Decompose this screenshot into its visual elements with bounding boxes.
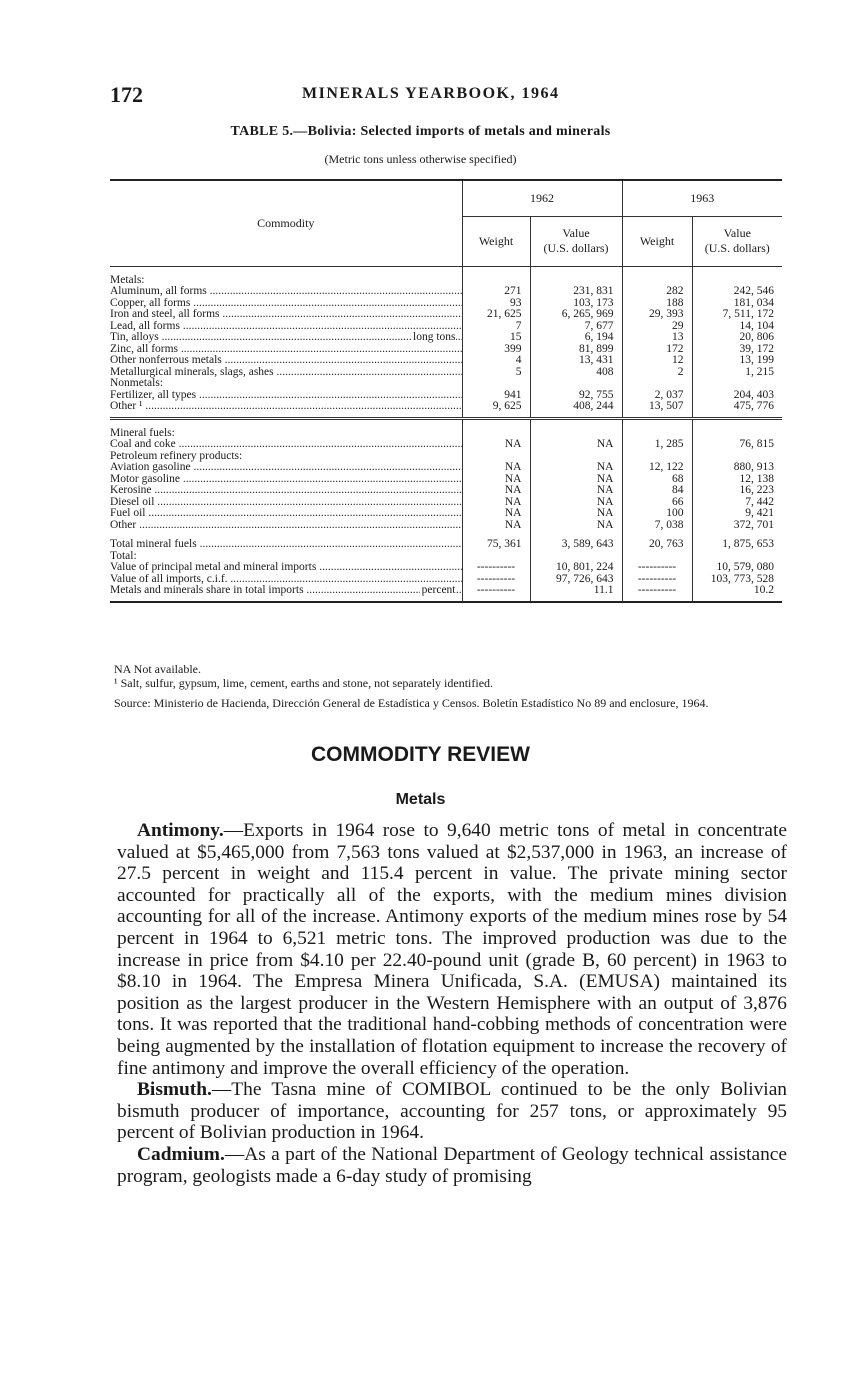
- cell-weight-1962: NA: [462, 520, 530, 532]
- paragraph-antimony: Antimony.—Exports in 1964 rose to 9,640 metric tons of metal in concentrate valued at $5,465,000 from 7,563 tons valued at $2,537,000 in 1963, an increase of 27.5 percent in weight and 115.4 percent in value. The private mining sector accounted for practically all of the exports, with the medium mines division accounting for all of the increase. Antimony exports of the medium mines rose by 54 percent in 1964 to 6,521 metric tons. The improved production was due to the increase in price from $4.10 per 22.40-pound unit (grade B, 60 percent) in 1963 to $8.10 in 1964. The Empresa Minera Unificada, S.A. (EMUSA) maintained its position as the largest producer in the Western Hemisphere with an output of 3,876 tons. It was reported that the traditional hand-cobbing methods of concentration were being augmented by the installation of flotation equipment to increase the recovery of fine antimony and improve the overall efficiency of the operation.: [117, 820, 787, 1079]
- table-row: [110, 562, 782, 574]
- cell-weight-1963: 1, 285: [622, 439, 692, 451]
- cell-weight-1962: 9, 625: [462, 401, 530, 413]
- row-label: Motor gasoline .....: [110, 474, 462, 486]
- row-label: Fertilizer, all types .....: [110, 390, 462, 402]
- cell-weight-1963: ----------: [622, 574, 692, 586]
- table-row: [110, 520, 782, 532]
- row-label: Diesel oil .....: [110, 497, 462, 509]
- cell-weight-1963: 7, 038: [622, 520, 692, 532]
- cell-weight-1962: NA: [462, 439, 530, 451]
- row-label: Tin, alloys ..... long tons: [110, 332, 462, 344]
- row-label: Coal and coke .....: [110, 439, 462, 451]
- cell-value-1963: 9, 421: [692, 508, 782, 520]
- row-label: Fuel oil .....: [110, 508, 462, 520]
- row-label: Kerosine .....: [110, 485, 462, 497]
- header-value-1963: Value (U.S. dollars): [692, 216, 782, 266]
- cell-weight-1963: 2, 037: [622, 390, 692, 402]
- note-footnote: ¹ Salt, sulfur, gypsum, lime, cement, earths and stone, not separately identified.: [114, 676, 494, 690]
- row-label: Other ¹ .....: [110, 401, 462, 413]
- cell-value-1962: 408: [530, 367, 622, 379]
- header-year-1962: 1962: [462, 180, 622, 216]
- cell-weight-1962: 21, 625: [462, 309, 530, 321]
- cell-weight-1962: 93: [462, 298, 530, 310]
- table-row: [110, 309, 782, 321]
- cell-value-1963: 7, 511, 172: [692, 309, 782, 321]
- cell-value-1962: 92, 755: [530, 390, 622, 402]
- table-row: [110, 485, 782, 497]
- table-subtitle: (Metric tons unless otherwise specified): [324, 152, 517, 166]
- cell-weight-1963: 29: [622, 321, 692, 333]
- cell-weight-1963: 12, 122: [622, 462, 692, 474]
- table-row: [110, 401, 782, 413]
- row-label: Other nonferrous metals .....: [110, 355, 462, 367]
- sub-heading: Metals: [395, 791, 446, 808]
- cell-value-1963: 204, 403: [692, 390, 782, 402]
- cell-value-1963: 242, 546: [692, 286, 782, 298]
- table-row: [110, 574, 782, 586]
- cell-weight-1962: 5: [462, 367, 530, 379]
- section-petroleum: Petroleum refinery products:: [110, 451, 782, 463]
- cell-weight-1963: ----------: [622, 562, 692, 574]
- cell-value-1962: 81, 899: [530, 344, 622, 356]
- cell-value-1962: NA: [530, 474, 622, 486]
- cell-weight-1963: 29, 393: [622, 309, 692, 321]
- cell-value-1962: 11.1: [530, 585, 622, 597]
- cell-value-1962: 103, 173: [530, 298, 622, 310]
- cell-weight-1963: 12: [622, 355, 692, 367]
- table-row: [110, 539, 782, 551]
- cell-value-1962: NA: [530, 497, 622, 509]
- body-text: [117, 820, 787, 1187]
- row-label: Metallurgical minerals, slags, ashes .....: [110, 367, 462, 379]
- paragraph-cadmium: Cadmium.—As a part of the National Department of Geology technical assistance program, geologists made a 6-day study of promising: [117, 1143, 787, 1187]
- row-label: Lead, all forms .....: [110, 321, 462, 333]
- table-row: [110, 508, 782, 520]
- header-value-1962: Value (U.S. dollars): [530, 216, 622, 266]
- cell-weight-1963: 13: [622, 332, 692, 344]
- cell-value-1962: NA: [530, 485, 622, 497]
- cell-weight-1962: 271: [462, 286, 530, 298]
- paragraph-bismuth: Bismuth.—The Tasna mine of COMIBOL continued to be the only Bolivian bismuth producer of importance, accounting for 257 tons, or approximately 95 percent of Bolivian production in 1964.: [117, 1079, 787, 1144]
- row-label: Metals and minerals share in total imports ..... percent: [110, 585, 462, 597]
- table-notes: [114, 662, 794, 710]
- page-number: 172: [110, 82, 143, 107]
- cell-value-1963: 880, 913: [692, 462, 782, 474]
- table-row: [110, 332, 782, 344]
- row-unit: percent: [421, 585, 456, 596]
- cell-weight-1962: NA: [462, 485, 530, 497]
- row-unit: long tons: [413, 332, 456, 343]
- cell-value-1963: 7, 442: [692, 497, 782, 509]
- cell-value-1962: NA: [530, 462, 622, 474]
- header-commodity: Commodity: [110, 180, 462, 266]
- cell-value-1963: 16, 223: [692, 485, 782, 497]
- table-row: [110, 462, 782, 474]
- cell-value-1963: 39, 172: [692, 344, 782, 356]
- cell-weight-1963: 100: [622, 508, 692, 520]
- cell-weight-1963: 282: [622, 286, 692, 298]
- cell-value-1963: 10.2: [692, 585, 782, 597]
- cell-value-1962: NA: [530, 508, 622, 520]
- cell-value-1963: 14, 104: [692, 321, 782, 333]
- section-metals: Metals:: [110, 275, 782, 287]
- cell-value-1963: 1, 875, 653: [692, 539, 782, 551]
- cell-weight-1962: 941: [462, 390, 530, 402]
- cell-value-1963: 10, 579, 080: [692, 562, 782, 574]
- cell-value-1963: 76, 815: [692, 439, 782, 451]
- cell-weight-1963: 2: [622, 367, 692, 379]
- section-total: Total:: [110, 551, 782, 563]
- cell-value-1962: 6, 194: [530, 332, 622, 344]
- cell-weight-1962: 4: [462, 355, 530, 367]
- table-row: [110, 355, 782, 367]
- cell-weight-1962: 399: [462, 344, 530, 356]
- row-label: Aluminum, all forms .....: [110, 286, 462, 298]
- row-label: Value of principal metal and mineral imports .....: [110, 562, 462, 574]
- row-label: Copper, all forms .....: [110, 298, 462, 310]
- cell-value-1962: 231, 831: [530, 286, 622, 298]
- section-nonmetals: Nonmetals:: [110, 378, 782, 390]
- cell-value-1963: 372, 701: [692, 520, 782, 532]
- running-title: MINERALS YEARBOOK, 1964: [302, 85, 560, 102]
- cell-weight-1962: ----------: [462, 585, 530, 597]
- page-header: [110, 82, 790, 112]
- cell-value-1962: 6, 265, 969: [530, 309, 622, 321]
- cell-value-1962: 7, 677: [530, 321, 622, 333]
- cell-weight-1962: 7: [462, 321, 530, 333]
- cell-weight-1963: 66: [622, 497, 692, 509]
- cell-weight-1962: NA: [462, 497, 530, 509]
- table-row: [110, 286, 782, 298]
- cell-value-1962: 97, 726, 643: [530, 574, 622, 586]
- cell-weight-1963: 84: [622, 485, 692, 497]
- cell-weight-1962: 75, 361: [462, 539, 530, 551]
- table-row: [110, 367, 782, 379]
- cell-weight-1962: ----------: [462, 574, 530, 586]
- cell-weight-1963: 13, 507: [622, 401, 692, 413]
- row-label: Zinc, all forms .....: [110, 344, 462, 356]
- cell-value-1963: 20, 806: [692, 332, 782, 344]
- imports-table: [110, 179, 782, 603]
- row-label: Value of all imports, c.i.f. .....: [110, 574, 462, 586]
- cell-value-1962: 3, 589, 643: [530, 539, 622, 551]
- row-label: Aviation gasoline .....: [110, 462, 462, 474]
- cell-weight-1962: NA: [462, 462, 530, 474]
- header-year-1963: 1963: [622, 180, 782, 216]
- cell-weight-1963: 188: [622, 298, 692, 310]
- header-weight-1962: Weight: [462, 216, 530, 266]
- section-mineral-fuels: Mineral fuels:: [110, 428, 782, 440]
- cell-weight-1962: NA: [462, 474, 530, 486]
- table-title: TABLE 5.—Bolivia: Selected imports of metals and minerals: [230, 124, 611, 139]
- table-row: [110, 439, 782, 451]
- cell-value-1962: 10, 801, 224: [530, 562, 622, 574]
- cell-weight-1963: ----------: [622, 585, 692, 597]
- note-source: Source: Ministerio de Hacienda, Dirección General de Estadística y Censos. Boletín Estadístico No 89 and enclosure, 1964.: [114, 696, 709, 710]
- cell-value-1962: NA: [530, 520, 622, 532]
- cell-weight-1962: ----------: [462, 562, 530, 574]
- cell-weight-1963: 68: [622, 474, 692, 486]
- cell-value-1962: 13, 431: [530, 355, 622, 367]
- row-label: Other .....: [110, 520, 462, 532]
- cell-value-1963: 13, 199: [692, 355, 782, 367]
- header-weight-1963: Weight: [622, 216, 692, 266]
- cell-weight-1963: 20, 763: [622, 539, 692, 551]
- cell-value-1963: 181, 034: [692, 298, 782, 310]
- cell-value-1963: 103, 773, 528: [692, 574, 782, 586]
- cell-value-1963: 1, 215: [692, 367, 782, 379]
- section-heading: COMMODITY REVIEW: [311, 743, 530, 766]
- cell-value-1962: 408, 244: [530, 401, 622, 413]
- cell-value-1962: NA: [530, 439, 622, 451]
- row-label: Iron and steel, all forms .....: [110, 309, 462, 321]
- cell-weight-1962: NA: [462, 508, 530, 520]
- cell-value-1963: 12, 138: [692, 474, 782, 486]
- row-label: Total mineral fuels .....: [110, 539, 462, 551]
- table-row: [110, 585, 782, 597]
- cell-value-1963: 475, 776: [692, 401, 782, 413]
- note-na: NA Not available.: [114, 662, 201, 676]
- cell-weight-1963: 172: [622, 344, 692, 356]
- cell-weight-1962: 15: [462, 332, 530, 344]
